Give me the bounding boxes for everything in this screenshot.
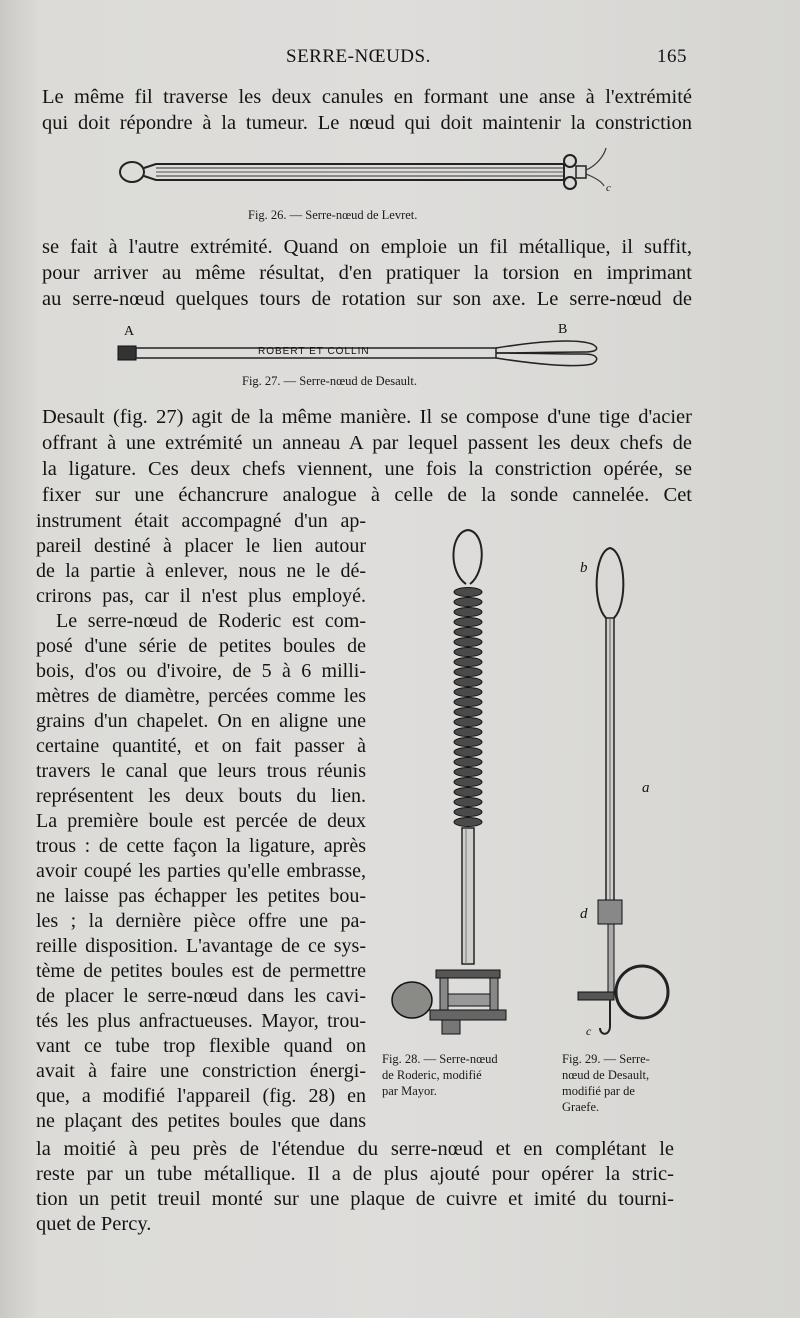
- text-line: que, a modifié l'appareil (fig. 28) en: [36, 1085, 366, 1107]
- text-line: représentent les deux bouts du lien.: [36, 785, 366, 807]
- fig28-caption-line: par Mayor.: [382, 1084, 437, 1098]
- text-line: Le serre-nœud de Roderic est com-: [56, 610, 366, 632]
- fig29-caption-line: Fig. 29. — Serre-: [562, 1052, 650, 1066]
- fig28-caption-line: Fig. 28. — Serre-nœud: [382, 1052, 498, 1066]
- fig26-caption: Fig. 26. — Serre-nœud de Levret.: [248, 208, 418, 222]
- text-line: pour arriver au même résultat, d'en pratiquer la torsion en imprimant: [42, 262, 692, 284]
- text-line: les ; la dernière pièce offre une pa-: [36, 910, 366, 932]
- text-line: reille disposition. L'avantage de ce sys-: [36, 935, 366, 957]
- text-line: reste par un tube métallique. Il a de plus ajouté pour opérer la stric-: [36, 1163, 674, 1185]
- fig27-engraving: ROBERT ET COLLIN: [258, 346, 370, 357]
- fig27-label-b: B: [558, 322, 568, 337]
- fig29-caption-line: Graefe.: [562, 1100, 600, 1114]
- fig27-caption: Fig. 27. — Serre-nœud de Desault.: [242, 374, 417, 388]
- fig29-label-a: a: [642, 780, 650, 796]
- text-line: bois, d'os ou d'ivoire, de 5 à 6 milli-: [36, 660, 366, 682]
- text-line: de la partie à enlever, nous ne le dé-: [36, 560, 366, 582]
- text-line: crirons pas, car il n'est plus employé.: [36, 585, 366, 607]
- text-line: avoir coupé les parties qu'elle embrasse,: [36, 860, 366, 882]
- text-line: mètres de diamètre, percées comme les: [36, 685, 366, 707]
- text-line: ne laisse pas échapper les petites bou-: [36, 885, 366, 907]
- text-line: tés les plus anfractueuses. Mayor, trou-: [36, 1010, 366, 1032]
- text-line: avait à faire une constriction énergi-: [36, 1060, 366, 1082]
- text-line: quet de Percy.: [36, 1213, 152, 1235]
- text-line: instrument était accompagné d'un ap-: [36, 510, 366, 532]
- text-line: Le même fil traverse les deux canules en formant une anse à l'extrémité: [42, 86, 692, 108]
- text-line: trous : de cette façon la ligature, après: [36, 835, 366, 857]
- text-line: offrant à une extrémité un anneau A par lequel passent les deux chefs de: [42, 432, 692, 454]
- running-header-title: SERRE-NŒUDS.: [286, 46, 431, 67]
- fig29-caption-line: modifié par de: [562, 1084, 635, 1098]
- text-line: fixer sur une échancrure analogue à celle de la sonde cannelée. Cet: [42, 484, 692, 506]
- figure-roderic-serre-noeud: [386, 524, 514, 1044]
- fig29-label-d: d: [580, 906, 588, 922]
- text-line: travers le canal que leurs trous réunis: [36, 760, 366, 782]
- text-line: au serre-nœud quelques tours de rotation sur son axe. Le serre-nœud de: [42, 288, 692, 310]
- text-line: pareil destiné à placer le lien autour: [36, 535, 366, 557]
- text-line: ne plaçant des petites boules que dans: [36, 1110, 366, 1132]
- fig29-label-b: b: [580, 560, 588, 576]
- fig29-label-c: c: [586, 1024, 592, 1038]
- figure-graefe-serre-noeud: [570, 544, 680, 1044]
- text-line: La première boule est percée de deux: [36, 810, 366, 832]
- text-line: la ligature. Ces deux chefs viennent, une fois la constriction opérée, se: [42, 458, 692, 480]
- text-line: la moitié à peu près de l'étendue du serre-nœud et en complétant le: [36, 1138, 674, 1160]
- text-line: qui doit répondre à la tumeur. Le nœud qui doit maintenir la constriction: [42, 112, 692, 134]
- fig28-caption-line: de Roderic, modifié: [382, 1068, 482, 1082]
- page-number: 165: [657, 46, 687, 67]
- text-line: posé d'une série de petites boules de: [36, 635, 366, 657]
- text-line: grains d'un chapelet. On en aligne une: [36, 710, 366, 732]
- text-line: de placer le serre-nœud dans les cavi-: [36, 985, 366, 1007]
- figure-levret-serre-noeud: [116, 146, 626, 206]
- text-line: vant ce tube trop flexible quand on: [36, 1035, 366, 1057]
- text-line: Desault (fig. 27) agit de la même manière. Il se compose d'une tige d'acier: [42, 406, 692, 428]
- text-line: se fait à l'autre extrémité. Quand on emploie un fil métallique, il suffit,: [42, 236, 692, 258]
- fig29-caption-line: nœud de Desault,: [562, 1068, 650, 1082]
- text-line: tème de petites boules est de permettre: [36, 960, 366, 982]
- fig26-label-c: c: [606, 182, 611, 194]
- fig27-label-a: A: [124, 324, 135, 339]
- text-line: tion un petit treuil monté sur une plaque de cuivre et imité du tourni-: [36, 1188, 674, 1210]
- text-line: certaine quantité, et on fait passer à: [36, 735, 366, 757]
